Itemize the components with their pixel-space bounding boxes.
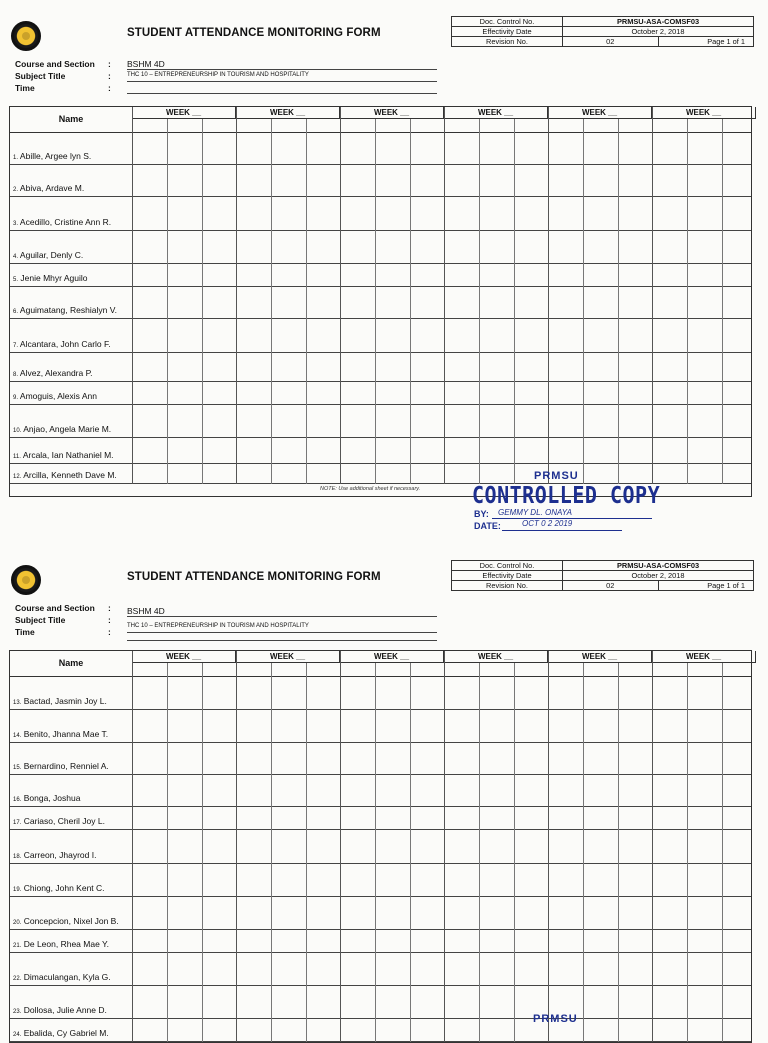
student-number: 2. (13, 187, 19, 193)
doc-control-table (451, 560, 754, 591)
week-header: WEEK __ (340, 107, 444, 119)
table-row (10, 930, 751, 953)
student-number: 13. (13, 700, 22, 706)
table-row (10, 405, 751, 438)
student-number: 1. (13, 155, 19, 161)
colon: : (108, 83, 111, 93)
student-number: 5. (13, 277, 19, 283)
revision-value: 02 (563, 581, 659, 591)
table-row (10, 382, 751, 405)
table-row (10, 287, 751, 319)
student-name (13, 339, 111, 349)
student-name (13, 183, 84, 193)
university-seal-icon (11, 21, 41, 51)
student-name (13, 1005, 107, 1015)
stamp-date-label: DATE: (474, 521, 501, 531)
form-title: STUDENT ATTENDANCE MONITORING FORM (127, 27, 381, 39)
student-name-text: Dimaculangan, Kyla G. (23, 972, 111, 982)
effectivity-value: October 2, 2018 (563, 571, 754, 581)
student-name (13, 217, 111, 227)
student-name (13, 850, 96, 860)
student-number: 17. (13, 820, 22, 826)
student-number: 7. (13, 343, 19, 349)
student-name-text: De Leon, Rhea Mae Y. (23, 939, 109, 949)
student-name (13, 972, 111, 982)
student-name-text: Acedillo, Cristine Ann R. (19, 217, 112, 227)
student-name (13, 816, 105, 826)
subject-label: Subject Title (15, 615, 66, 625)
student-name-text: Chiong, John Kent C. (23, 883, 105, 893)
stamp-by-value: GEMMY DL. ONAYA (498, 508, 572, 517)
table-row (10, 264, 751, 287)
student-name-text: Cariaso, Cheril Joy L. (23, 816, 105, 826)
time-value (127, 629, 437, 641)
week-header: WEEK __ (652, 107, 756, 119)
student-name (13, 391, 97, 401)
table-row (10, 743, 751, 775)
student-name (13, 916, 119, 926)
form-title: STUDENT ATTENDANCE MONITORING FORM (127, 571, 381, 583)
footnote: NOTE: Use additional sheet if necessary. (320, 486, 421, 492)
student-name-text: Bactad, Jasmin Joy L. (23, 696, 107, 706)
student-name-text: Anjao, Angela Marie M. (23, 424, 112, 434)
colon: : (108, 627, 111, 637)
student-name-text: Benito, Jhanna Mae T. (23, 729, 109, 739)
week-header: WEEK __ (548, 107, 652, 119)
week-header: WEEK __ (132, 651, 236, 663)
student-name-text: Alcantara, John Carlo F. (19, 339, 111, 349)
grid-header (10, 107, 751, 133)
student-name-text: Aguilar, Denly C. (19, 250, 84, 260)
student-number: 6. (13, 309, 19, 315)
table-row (10, 897, 751, 930)
student-number: 3. (13, 221, 19, 227)
student-name (13, 793, 80, 803)
student-number: 18. (13, 854, 22, 860)
student-name-text: Abiva, Ardave M. (19, 183, 85, 193)
student-name-text: Dollosa, Julie Anne D. (23, 1005, 107, 1015)
student-number: 24. (13, 1032, 22, 1038)
student-name-text: Carreon, Jhayrod I. (23, 850, 97, 860)
time-value (127, 82, 437, 94)
course-label: Course and Section (15, 59, 95, 69)
course-value: BSHM 4D (127, 58, 437, 70)
student-number: 9. (13, 395, 19, 401)
student-name (13, 883, 105, 893)
student-number: 20. (13, 920, 22, 926)
attendance-grid (9, 106, 752, 497)
colon: : (108, 603, 111, 613)
student-name-text: Abille, Argee lyn S. (19, 151, 92, 161)
table-row (10, 1019, 751, 1042)
student-number: 12. (13, 474, 22, 480)
effectivity-value: October 2, 2018 (563, 27, 754, 37)
student-number: 11. (13, 454, 21, 460)
stamp-by-label: BY: (474, 509, 489, 519)
table-row (10, 677, 751, 710)
stamp-date-value: OCT 0 2 2019 (522, 519, 573, 528)
course-value: BSHM 4D (127, 605, 437, 617)
revision-label: Revision No. (452, 581, 563, 591)
table-row (10, 775, 751, 807)
student-name-text: Arcilla, Kenneth Dave M. (23, 470, 117, 480)
effectivity-label: Effectivity Date (452, 27, 563, 37)
student-name-text: Ebalida, Cy Gabriel M. (23, 1028, 109, 1038)
doc-control-table (451, 16, 754, 47)
week-header: WEEK __ (236, 107, 340, 119)
student-number: 8. (13, 372, 19, 378)
student-number: 21. (13, 943, 22, 949)
table-row (10, 353, 751, 382)
name-column-header: Name (10, 107, 133, 132)
student-name-text: Bernardino, Renniel A. (23, 761, 109, 771)
attendance-form-1 (9, 15, 754, 495)
controlled-copy-stamp (472, 470, 662, 540)
student-name (13, 305, 117, 315)
student-name (13, 273, 87, 283)
student-number: 10. (13, 428, 22, 434)
subject-value: THC 10 – ENTREPRENEURSHIP IN TOURISM AND HOSPITALITY (127, 621, 437, 633)
time-label: Time (15, 83, 35, 93)
student-name-text: Arcala, Ian Nathaniel M. (22, 450, 114, 460)
student-number: 15. (13, 765, 22, 771)
student-name (13, 250, 83, 260)
student-name (13, 761, 109, 771)
colon: : (108, 59, 111, 69)
student-name (13, 151, 91, 161)
student-name (13, 1028, 109, 1038)
week-header: WEEK __ (236, 651, 340, 663)
student-name (13, 696, 107, 706)
table-row (10, 319, 751, 353)
student-name (13, 470, 117, 480)
doc-control-label: Doc. Control No. (452, 17, 563, 27)
student-name (13, 368, 93, 378)
week-header: WEEK __ (652, 651, 756, 663)
doc-control-label: Doc. Control No. (452, 561, 563, 571)
student-name (13, 424, 111, 434)
table-row (10, 830, 751, 864)
student-name-text: Amoguis, Alexis Ann (19, 391, 97, 401)
week-header: WEEK __ (548, 651, 652, 663)
table-row (10, 864, 751, 897)
table-row (10, 231, 751, 264)
table-row (10, 165, 751, 197)
university-seal-icon (11, 565, 41, 595)
student-name (13, 939, 109, 949)
course-label: Course and Section (15, 603, 95, 613)
attendance-form-2 (9, 559, 754, 1038)
doc-control-value: PRMSU-ASA-COMSF03 (563, 17, 754, 27)
stamp-controlled-copy: CONTROLLED COPY (472, 481, 661, 509)
student-number: 14. (13, 733, 22, 739)
table-row (10, 807, 751, 830)
week-header: WEEK __ (444, 651, 548, 663)
page-indicator: Page 1 of 1 (658, 37, 754, 47)
colon: : (108, 615, 111, 625)
week-header: WEEK __ (444, 107, 548, 119)
revision-label: Revision No. (452, 37, 563, 47)
student-number: 22. (13, 976, 22, 982)
week-header: WEEK __ (132, 107, 236, 119)
student-number: 4. (13, 254, 19, 260)
student-name (13, 450, 114, 460)
time-label: Time (15, 627, 35, 637)
colon: : (108, 71, 111, 81)
stamp-prmsu-partial: PRMSU (533, 1013, 578, 1025)
stamp-prmsu: PRMSU (534, 470, 579, 482)
doc-control-value: PRMSU-ASA-COMSF03 (563, 561, 754, 571)
subject-value: THC 10 – ENTREPRENEURSHIP IN TOURISM AND HOSPITALITY (127, 70, 437, 82)
student-number: 23. (13, 1009, 22, 1015)
effectivity-label: Effectivity Date (452, 571, 563, 581)
table-row (10, 438, 751, 464)
attendance-grid (9, 650, 752, 1043)
student-name-text: Alvez, Alexandra P. (19, 368, 93, 378)
grid-header (10, 651, 751, 677)
student-name (13, 729, 108, 739)
table-row (10, 953, 751, 986)
table-row (10, 986, 751, 1019)
student-number: 16. (13, 797, 22, 803)
table-row (10, 197, 751, 231)
student-name-text: Jenie Mhyr Aguilo (20, 273, 88, 283)
student-name-text: Aguimatang, Reshialyn V. (19, 305, 117, 315)
table-row (10, 710, 751, 743)
student-name-text: Bonga, Joshua (23, 793, 81, 803)
subject-label: Subject Title (15, 71, 66, 81)
student-name-text: Concepcion, Nixel Jon B. (23, 916, 119, 926)
page-indicator: Page 1 of 1 (658, 581, 754, 591)
name-column-header: Name (10, 651, 133, 676)
revision-value: 02 (563, 37, 659, 47)
student-number: 19. (13, 887, 22, 893)
table-row (10, 133, 751, 165)
week-header: WEEK __ (340, 651, 444, 663)
